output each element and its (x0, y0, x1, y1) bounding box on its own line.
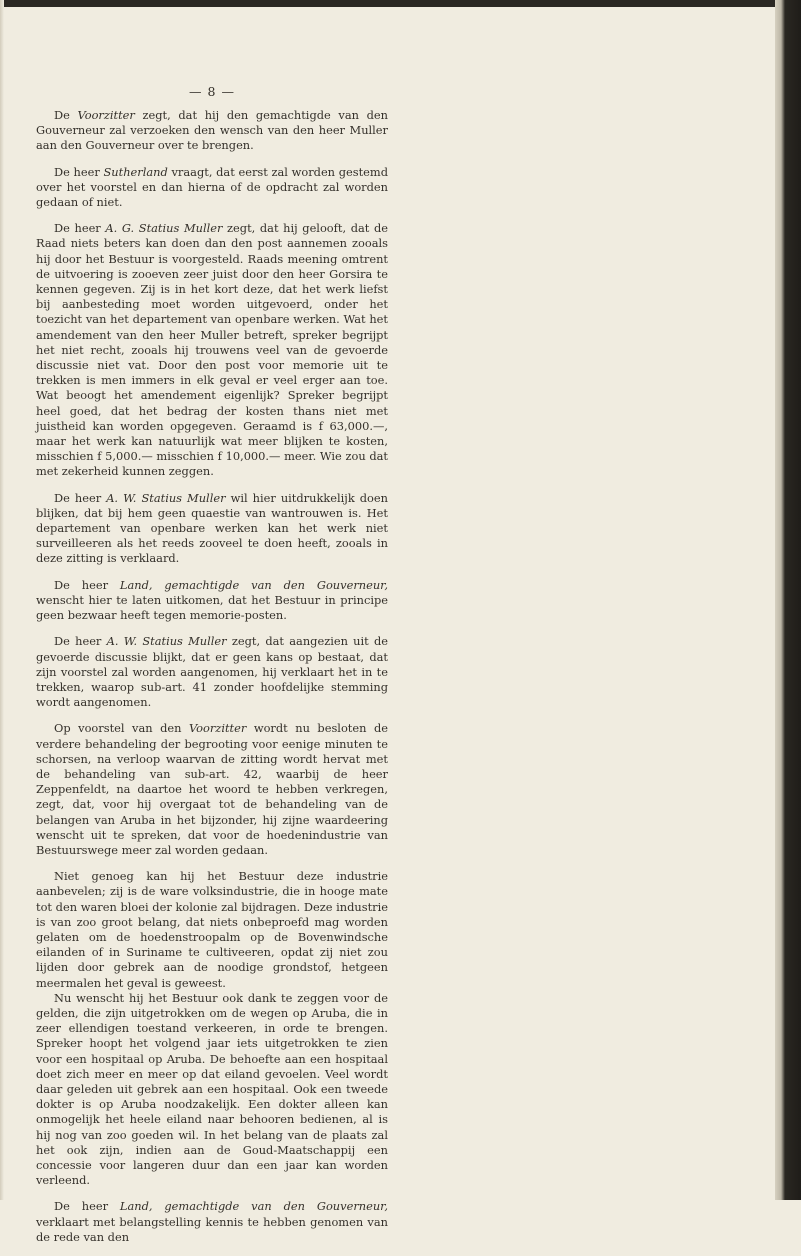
paragraph-aruba-hospitaal (36, 991, 388, 1189)
scan-top-edge (0, 0, 801, 7)
text: De heer (54, 634, 107, 649)
paragraph-aw-statius-muller-2 (36, 634, 388, 710)
text: De heer (54, 221, 106, 236)
scan-left-shadow (0, 0, 4, 1200)
text: zegt, dat hij den gemachtigde van den Gouverneur zal verzoeken den wensch van den heer Muller aan den Gouverneur over te brengen. (36, 108, 388, 153)
text: verklaart met belangstelling kennis te hebben genomen van de rede van den (36, 1214, 388, 1244)
text: De (54, 108, 78, 122)
text: zegt, dat aangezien uit de gevoerde discussie blijkt, dat er geen kans op bestaat, dat zijn voorstel zal worden aangenomen, hij verklaart het in te trekken, waarop sub-art. 41 zonder hoofdelijke stemming wordt aangenomen. (36, 634, 388, 710)
speaker-name: A. G. Statius Muller (105, 221, 223, 236)
speaker-name: Land, gemachtigde van den Gouverneur, (119, 577, 388, 592)
text: De heer (54, 1199, 120, 1214)
text: De heer (54, 490, 107, 505)
paragraph-ag-statius-muller (36, 221, 388, 479)
speaker-name: Land, gemachtigde van den Gouverneur, (119, 1199, 388, 1214)
page-number: — 8 — (189, 84, 235, 99)
document-page (36, 84, 388, 1256)
scan-right-edge (775, 0, 801, 1200)
paragraph-hoedenindustrie (36, 869, 388, 991)
text: Niet genoeg kan hij het Bestuur deze industrie aanbevelen; zij is de ware volksindustrie, die in hooge mate tot den waren bloei der kolonie zal bijdragen. Deze industrie is van zoo groot belang, dat niets onbeproefd mag worden gelaten om de hoedenstroopalm op de Bovenwindsche eilanden of in Suriname te cultiveeren, opdat zij niet zou lijden door gebrek aan de noodige grondstof, hetgeen meermalen het geval is geweest. (36, 869, 388, 990)
speaker-name: Sutherland (103, 164, 168, 179)
speaker-name: Voorzitter (77, 108, 135, 122)
text: vraagt, dat eerst zal worden gestemd over het voorstel en dan hierna of de opdracht zal worden gedaan of niet. (36, 164, 388, 210)
paragraph-voorzitter-2 (36, 721, 388, 858)
text: wenscht hier te laten uitkomen, dat het Bestuur in principe geen bezwaar heeft tegen memorie-posten. (36, 592, 388, 623)
text: Nu wenscht hij het Bestuur ook dank te zeggen voor de gelden, die zijn uitgetrokken om de wegen op Aruba, die in zeer ellendigen toestand verkeeren, in orde te brengen. Spreker hoopt het volgend jaar iets uitgetrokken te zien voor een hospitaal op Aruba. De behoefte aan een hospitaal doet zich meer en meer op dat eiland gevoelen. Veel wordt daar geleden uit gebrek aan een hospitaal. Ook een tweede dokter is op Aruba noodzakelijk. Een dokter alleen kan onmogelijk het heele eiland naar behooren bedienen, al is hij nog van zoo goeden wil. In het belang van de plaats zal het ook zijn, indien aan de Goud-Maatschappij een concessie voor langeren duur dan een jaar kan worden verleend. (36, 990, 388, 1188)
text: Op voorstel van den (54, 721, 189, 736)
paragraph-sutherland (36, 165, 388, 211)
text: wordt nu besloten de verdere behandeling der begrooting voor eenige minuten te schorsen, na verloop waarvan de zitting wordt hervat met de behandeling van sub-art. 42, waarbij de heer Zeppenfeldt, na daartoe het woord te hebben verkregen, zegt, dat, voor hij overgaat tot de behandeling van de belangen van Aruba in het bijzonder, hij zijne waardeering wenscht uit te spreken, dat voor de hoedenindustrie van Bestuurswege meer zal worden gedaan. (36, 721, 388, 857)
text: wil hier uitdrukkelijk doen blijken, dat bij hem geen quaestie van wantrouwen is. Het departement van openbare werken kan het werk niet surveilleeren als het reeds zooveel te doen heeft, zooals in deze zitting is verklaard. (36, 490, 388, 566)
paragraph-land-2 (36, 1199, 388, 1245)
text: De heer (54, 577, 120, 592)
speaker-name: A. W. Statius Muller (106, 490, 226, 505)
speaker-name: Voorzitter (188, 721, 247, 736)
speaker-name: A. W. Statius Muller (106, 634, 227, 649)
paragraph-voorzitter-1 (36, 108, 388, 154)
text: zegt, dat hij gelooft, dat de Raad niets beters kan doen dan den post aannemen zooals hij door het Bestuur is voorgesteld. Raads meening omtrent de uitvoering is zooeven zeer juist door den heer Gorsira te kennen gegeven. Zij is in het kort deze, dat het werk liefst bij aanbesteding moet worden uitgevoerd, onder het toezicht van het departement van openbare werken. Wat het amendement van den heer Muller betreft, spreker begrijpt het niet recht, zooals hij trouwens veel van de gevoerde discussie niet vat. Door den post voor memorie uit te trekken is men immers in elk geval er veel erger aan toe. Wat beoogt het amendement eigenlijk? Spreker begrijpt heel goed, dat het bedrag der kosten thans niet met juistheid kan worden opgegeven. Geraamd is f 63,000.—, maar het werk kan natuurlijk wat meer blijken te kosten, misschien f 5,000.— misschien f 10,000.— meer. Wie zou dat met zekerheid kunnen zeggen. (36, 221, 388, 479)
paragraph-land-1 (36, 578, 388, 624)
paragraph-aw-statius-muller-1 (36, 491, 388, 567)
text: De heer (54, 164, 104, 179)
